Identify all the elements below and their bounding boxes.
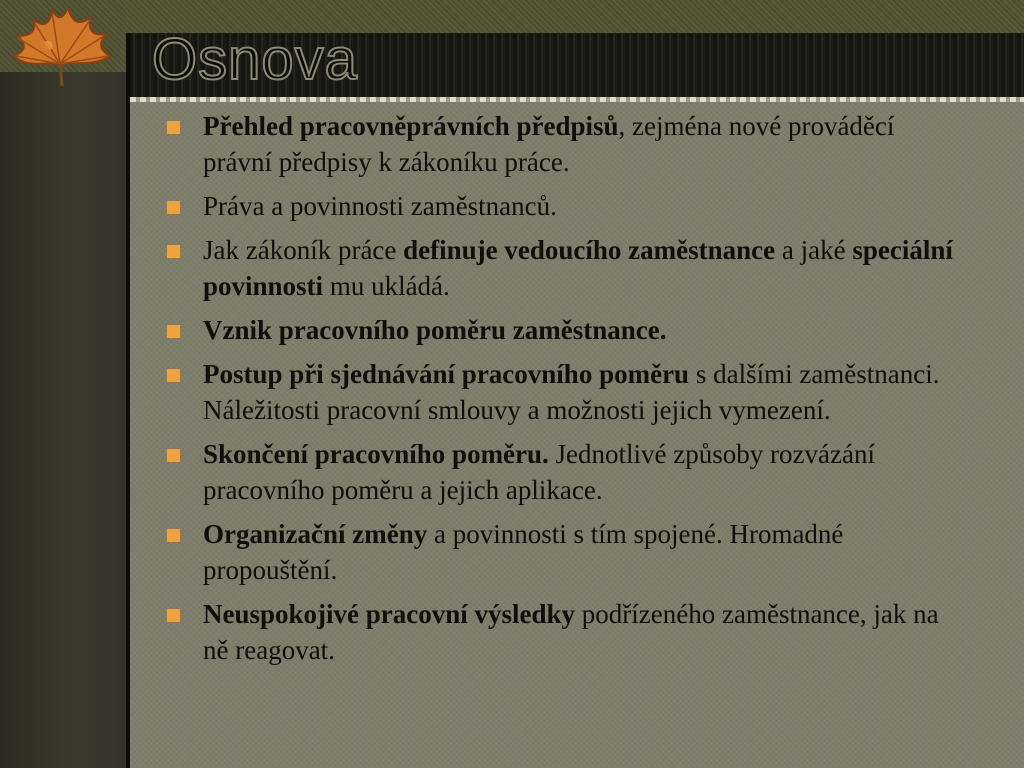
bullet-item [165, 356, 965, 428]
square-bullet-icon [167, 529, 180, 542]
bullet-text: mu ukládá. [323, 271, 450, 301]
bullet-text: a jaké [775, 235, 853, 265]
square-bullet-icon [167, 121, 180, 134]
bullet-text-bold: definuje vedoucího zaměstnance [403, 235, 776, 265]
bullet-item [165, 436, 965, 508]
bullet-text: Jednotlivé způsoby rozvázání pracovního poměru a jejich aplikace. [203, 439, 875, 505]
bullet-text: podřízeného zaměstnance, jak na ně reagovat. [203, 599, 939, 665]
title-bar [130, 33, 1024, 97]
bullet-text-bold: speciální povinnosti [203, 235, 953, 301]
bullet-text: s dalšími zaměstnanci. Náležitosti pracovní smlouvy a možnosti jejich vymezení. [203, 359, 940, 425]
bullet-text-bold: Vznik pracovního poměru zaměstnance. [203, 315, 667, 345]
slide-title: Osnova [152, 33, 358, 92]
vertical-divider [126, 33, 130, 768]
top-band [0, 0, 1024, 33]
bullet-text: a povinnosti s tím spojené. Hromadné propouštění. [203, 519, 844, 585]
bullet-item [165, 596, 965, 668]
bullet-item [165, 312, 965, 348]
bullet-item [165, 108, 965, 180]
title-rule [130, 97, 1024, 102]
autumn-leaf-icon [4, 2, 116, 90]
left-strip [0, 0, 126, 768]
bullet-item [165, 516, 965, 588]
square-bullet-icon [167, 449, 180, 462]
square-bullet-icon [167, 609, 180, 622]
bullet-text: , zejména nové prováděcí právní předpisy k zákoníku práce. [203, 111, 895, 177]
bullet-text-bold: Postup při sjednávání pracovního poměru [203, 359, 690, 389]
bullet-text: Práva a povinnosti zaměstnanců. [203, 191, 557, 221]
square-bullet-icon [167, 325, 180, 338]
bullet-text-bold: Neuspokojivé pracovní výsledky [203, 599, 576, 629]
bullet-list [165, 108, 965, 676]
bullet-text-bold: Skončení pracovního poměru. [203, 439, 549, 469]
bullet-text-bold: Organizační změny [203, 519, 428, 549]
bullet-item [165, 188, 965, 224]
square-bullet-icon [167, 201, 180, 214]
square-bullet-icon [167, 245, 180, 258]
bullet-text-bold: Přehled pracovněprávních předpisů [203, 111, 619, 141]
bullet-text: Jak zákoník práce [203, 235, 404, 265]
square-bullet-icon [167, 369, 180, 382]
bullet-item [165, 232, 965, 304]
